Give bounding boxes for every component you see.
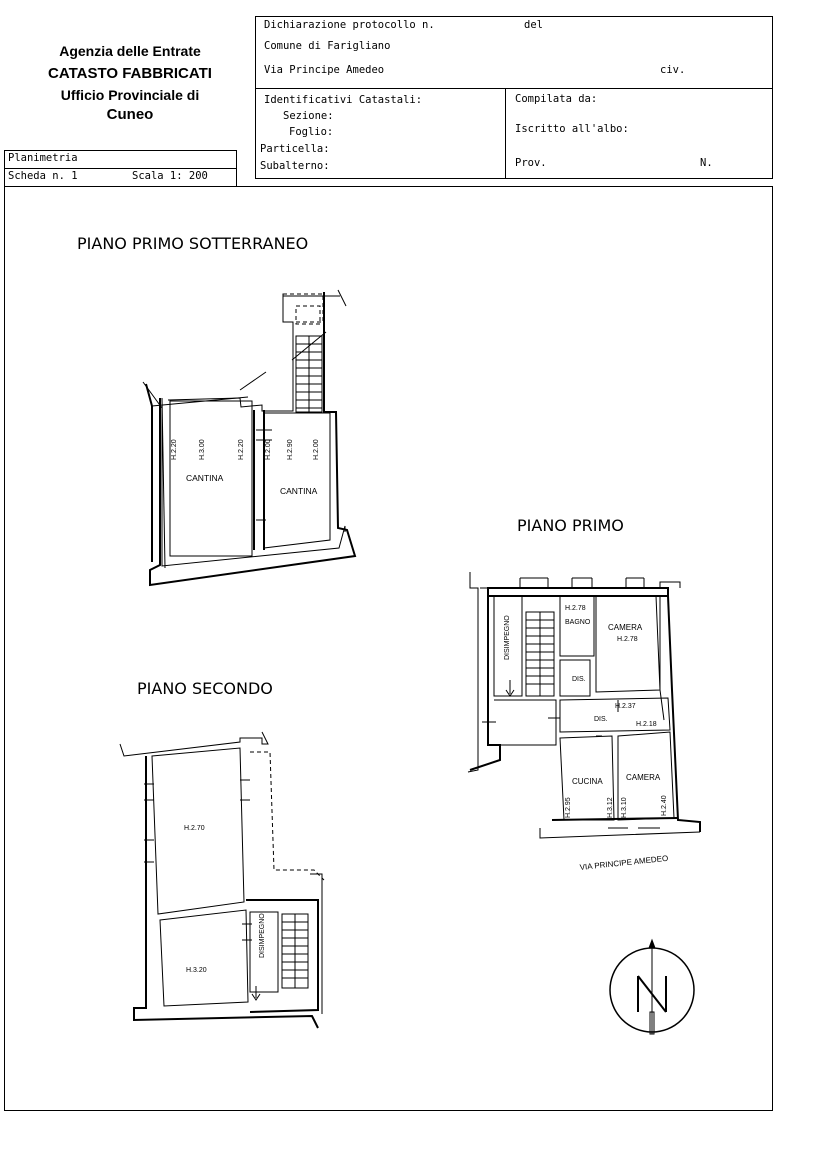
camera1-height: H.2.78 (617, 636, 638, 643)
particella-label: Particella: (260, 143, 330, 155)
planimetria-label: Planimetria (8, 152, 78, 164)
n-label: N. (700, 157, 713, 169)
bagno-height: H.2.78 (565, 605, 586, 612)
identificativi-label: Identificativi Catastali: (264, 94, 423, 106)
compilata-label: Compilata da: (515, 93, 598, 105)
iscritto-label: Iscritto all'albo: (515, 123, 629, 135)
basement-height-6: H.2.00 (313, 439, 320, 460)
basement-room2-label: CANTINA (280, 486, 318, 496)
second-room2-height: H.3.20 (186, 967, 207, 974)
sezione-label: Sezione: (283, 110, 334, 122)
basement-height-1: H.2.20 (171, 439, 178, 460)
dis1-label: DIS. (572, 676, 586, 683)
agency-name: Agenzia delle Entrate (59, 43, 201, 59)
camera2-label: CAMERA (626, 773, 661, 782)
catasto-title: CATASTO FABBRICATI (48, 65, 212, 82)
basement-height-3: H.2.20 (238, 439, 245, 460)
second-floor-plan (120, 732, 324, 1028)
foglio-label: Foglio: (289, 126, 334, 138)
second-disimpegno-label: DISIMPEGNO (259, 913, 266, 958)
basement-height-2: H.3.00 (199, 439, 206, 460)
first-height-3: H.3.10 (621, 797, 628, 818)
office-title: Ufficio Provinciale di (60, 87, 200, 103)
second-room1-height: H.2.70 (184, 825, 205, 832)
first-floor-title: PIANO PRIMO (517, 516, 624, 535)
dis-height-2: H.2.18 (636, 721, 657, 728)
basement-plan (143, 290, 355, 585)
first-disimpegno-label: DISIMPEGNO (504, 615, 511, 660)
scheda-label: Scheda n. 1 (8, 170, 78, 182)
first-height-4: H.2.40 (661, 795, 668, 816)
address-label: Via Principe Amedeo (264, 64, 385, 76)
cucina-label: CUCINA (572, 777, 603, 786)
second-floor-title: PIANO SECONDO (137, 679, 273, 698)
dis-height-1: H.2.37 (615, 703, 636, 710)
street-label: VIA PRINCIPE AMEDEO (579, 853, 669, 872)
comune-label: Comune di Farigliano (264, 40, 391, 52)
basement-title: PIANO PRIMO SOTTERRANEO (77, 234, 309, 253)
office-city: Cuneo (106, 106, 154, 123)
civ-label: civ. (660, 64, 686, 76)
basement-room1-label: CANTINA (186, 473, 224, 483)
first-height-1: H.2.95 (565, 797, 572, 818)
basement-height-5: H.2.90 (287, 439, 294, 460)
dis2-label: DIS. (594, 716, 608, 723)
scala-label: Scala 1: 200 (132, 170, 208, 182)
basement-height-4: H.2.00 (265, 439, 272, 460)
prov-label: Prov. (515, 157, 547, 169)
subalterno-label: Subalterno: (260, 160, 330, 172)
camera1-label: CAMERA (608, 623, 643, 632)
protocol-label: Dichiarazione protocollo n. (264, 19, 435, 31)
first-height-2: H.3.12 (607, 797, 614, 818)
del-label: del (524, 19, 543, 31)
bagno-label: BAGNO (565, 619, 591, 626)
north-compass (610, 940, 694, 1034)
